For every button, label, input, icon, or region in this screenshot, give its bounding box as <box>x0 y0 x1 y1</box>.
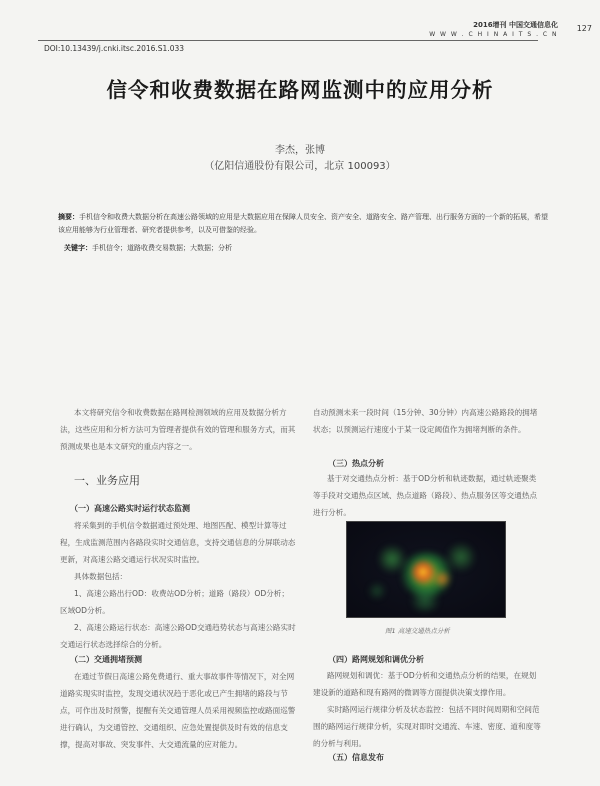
paragraph-network-planning: 路网规划和调优：基于OD分析和交通热点分析的结果，在规划建设新的道路和现有路网的微调等方面提供决策支撑作用。 <box>313 671 537 697</box>
subheading-network-planning: （四）路网规划和调优分析 <box>328 655 424 664</box>
heat-region-south <box>407 588 443 612</box>
figure-caption: 图1 高速交通热点分析 <box>385 627 450 635</box>
subheading-realtime-monitoring: （一）高速公路实时运行状态监测 <box>70 504 190 513</box>
abstract-label: 摘要： <box>58 213 79 221</box>
list-item-status: 2、高速公路运行状态：高速公路OD交通趋势状态与高速公路实时交通运行状态选择综合的分析。 <box>60 623 296 649</box>
subheading-congestion: （二）交通拥堵预测 <box>70 655 142 664</box>
header-rule <box>38 40 538 41</box>
page-number: 127 <box>576 24 592 33</box>
paragraph-congestion: 在通过节假日高速公路免费通行、重大事故事件等情况下，对全网道路实现实时监控，发现交通状况趋于恶化或已产生拥堵的路段与节点，可作出及时预警，提醒有关交通管理人员采用视频监控或路面巡警进行确认，为交通管控、交通组织、应急处置提供及时有效的信息支撑，提高对事故、突发事件、大交通流量的应对能力。 <box>60 672 296 749</box>
paragraph-data-intro: 具体数据包括： <box>74 572 128 581</box>
affiliation: （亿阳信通股份有限公司，北京 100093） <box>204 161 396 172</box>
subheading-info-release: （五）信息发布 <box>328 753 384 762</box>
heat-region-west <box>377 544 407 574</box>
abstract <box>58 211 548 237</box>
list-item-od: 1、高速公路出行OD：收费站OD分析；道路（路段）OD分析；区域OD分析。 <box>60 589 289 615</box>
abstract-text: 手机信令和收费大数据分析在高速公路领域的应用是大数据应用在保障人员安全、资产安全、道路安全、路产管理、出行服务方面的一个新的拓展，希望该应用能够为行业管理者、研究者提供参考，以及可借鉴的经验。 <box>58 213 548 234</box>
subheading-hotspot: （三）热点分析 <box>328 459 384 468</box>
authors: 李杰，张博 <box>275 145 325 156</box>
keywords-label: 关键字： <box>64 244 92 252</box>
journal-name: 2016增刊 中国交通信息化 <box>473 21 558 29</box>
intro-paragraph: 本文将研究信令和收费数据在路网检测领域的应用及数据分析方法，这些应用和分析方法可为管理者提供有效的管理和服务方式，而其预测成果也是本文研究的重点内容之一。 <box>60 408 296 451</box>
keywords-text: 手机信令；道路收费交易数据；大数据；分析 <box>92 244 232 252</box>
section-heading-business: 一、业务应用 <box>74 474 140 487</box>
paragraph-prediction: 自动预测未来一段时间（15分钟、30分钟）内高速公路路段的拥堵状态；以预测运行速度小于某一设定阈值作为拥堵判断的条件。 <box>313 408 538 434</box>
journal-url: W W W . C H I N A I T S . C N <box>429 31 558 38</box>
heat-region-southwest <box>367 582 387 600</box>
paragraph-network-rules: 实时路网运行规律分析及状态监控：包括不同时间周期和空间范围的路网运行规律分析，实现对即时交通流、车速、密度、道和度等的分析与利用。 <box>313 705 541 748</box>
article-title: 信令和收费数据在路网监测中的应用分析 <box>106 78 494 102</box>
heat-region-east <box>445 542 477 572</box>
doi: DOI:10.13439/j.cnki.itsc.2016.S1.033 <box>44 44 185 53</box>
hotspot-heatmap-figure <box>346 521 506 618</box>
paragraph-hotspot: 基于对交通热点分析：基于OD分析和轨迹数据，通过轨迹聚类等手段对交通热点区域、热点道路（路段）、热点服务区等交通热点进行分析。 <box>313 474 538 517</box>
paragraph-realtime-monitoring: 将采集到的手机信令数据通过预处理、地图匹配、模型计算等过程，生成监测范围内各路段实时交通信息，支持交通信息的分屏联动态更新，对高速公路交通运行状况实时监控。 <box>60 521 296 564</box>
heat-hotspot-core <box>411 560 435 584</box>
heat-hotspot-secondary <box>433 570 451 588</box>
keywords <box>64 243 232 253</box>
